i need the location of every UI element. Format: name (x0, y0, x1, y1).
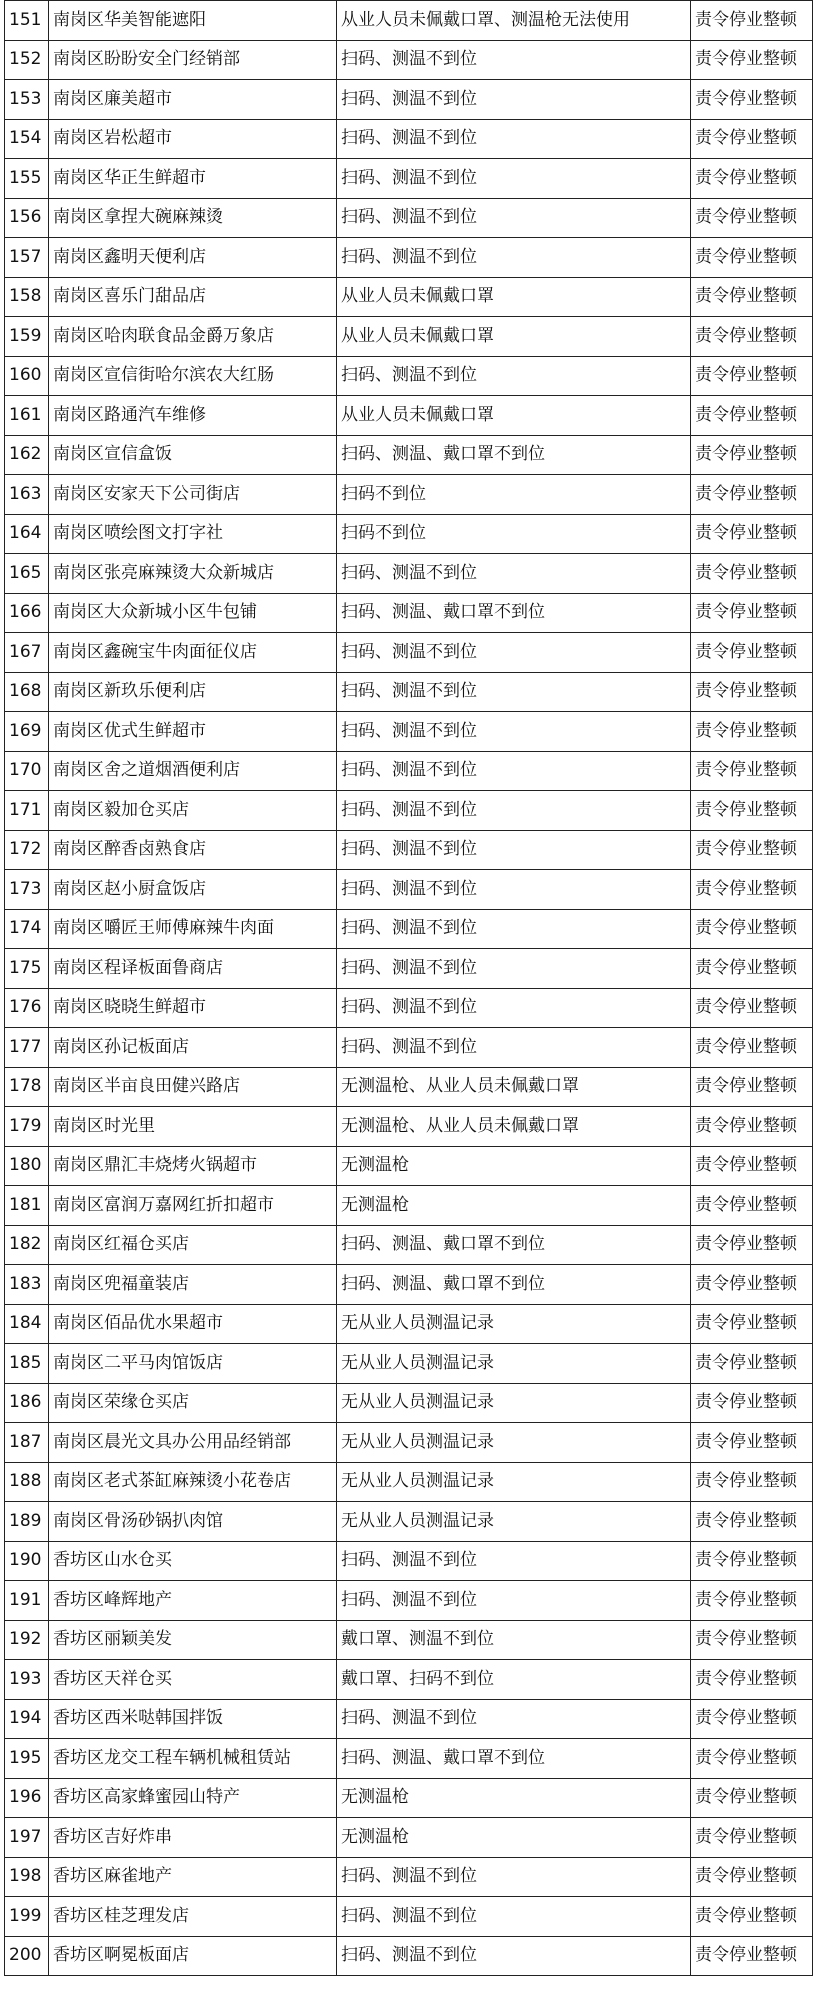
table-row (5, 830, 813, 870)
issue-cell: 无从业人员测温记录 (337, 1304, 691, 1344)
action-cell: 责令停业整顿 (691, 1304, 813, 1344)
action-cell: 责令停业整顿 (691, 751, 813, 791)
table-row (5, 1107, 813, 1147)
business-name-cell: 香坊区啊冕板面店 (49, 1936, 337, 1976)
action-cell: 责令停业整顿 (691, 1344, 813, 1384)
issue-cell: 扫码、测温不到位 (337, 238, 691, 278)
row-number-cell: 159 (5, 317, 49, 357)
row-number-cell: 170 (5, 751, 49, 791)
action-cell: 责令停业整顿 (691, 159, 813, 199)
issue-cell: 从业人员未佩戴口罩 (337, 317, 691, 357)
issue-cell: 扫码、测温不到位 (337, 1857, 691, 1897)
action-cell: 责令停业整顿 (691, 1739, 813, 1779)
table-row (5, 1383, 813, 1423)
business-name-cell: 香坊区桂芝理发店 (49, 1897, 337, 1937)
issue-cell: 扫码、测温不到位 (337, 672, 691, 712)
issue-cell: 无从业人员测温记录 (337, 1462, 691, 1502)
action-cell: 责令停业整顿 (691, 1502, 813, 1542)
action-cell: 责令停业整顿 (691, 1857, 813, 1897)
row-number-cell: 175 (5, 949, 49, 989)
business-name-cell: 南岗区时光里 (49, 1107, 337, 1147)
row-number-cell: 174 (5, 909, 49, 949)
business-name-cell: 南岗区新玖乐便利店 (49, 672, 337, 712)
action-cell: 责令停业整顿 (691, 1778, 813, 1818)
table-row (5, 633, 813, 673)
row-number-cell: 191 (5, 1581, 49, 1621)
business-name-cell: 南岗区鑫明天便利店 (49, 238, 337, 278)
issue-cell: 扫码、测温不到位 (337, 988, 691, 1028)
business-name-cell: 南岗区半亩良田健兴路店 (49, 1067, 337, 1107)
action-cell: 责令停业整顿 (691, 1423, 813, 1463)
row-number-cell: 184 (5, 1304, 49, 1344)
business-name-cell: 南岗区晓晓生鲜超市 (49, 988, 337, 1028)
issue-cell: 扫码、测温不到位 (337, 1028, 691, 1068)
action-cell: 责令停业整顿 (691, 1936, 813, 1976)
table-row (5, 317, 813, 357)
row-number-cell: 196 (5, 1778, 49, 1818)
table-row (5, 949, 813, 989)
action-cell: 责令停业整顿 (691, 633, 813, 673)
table-row (5, 1186, 813, 1226)
action-cell: 责令停业整顿 (691, 988, 813, 1028)
issue-cell: 无测温枪 (337, 1186, 691, 1226)
business-name-cell: 香坊区高家蜂蜜园山特产 (49, 1778, 337, 1818)
business-name-cell: 南岗区程译板面鲁商店 (49, 949, 337, 989)
action-cell: 责令停业整顿 (691, 554, 813, 594)
issue-cell: 扫码、测温不到位 (337, 40, 691, 80)
business-name-cell: 南岗区安家天下公司街店 (49, 475, 337, 515)
row-number-cell: 166 (5, 593, 49, 633)
row-number-cell: 177 (5, 1028, 49, 1068)
table-row (5, 1, 813, 41)
business-name-cell: 南岗区拿捏大碗麻辣烫 (49, 198, 337, 238)
row-number-cell: 195 (5, 1739, 49, 1779)
issue-cell: 扫码、测温不到位 (337, 1699, 691, 1739)
row-number-cell: 167 (5, 633, 49, 673)
issue-cell: 无从业人员测温记录 (337, 1502, 691, 1542)
row-number-cell: 194 (5, 1699, 49, 1739)
table-row (5, 1344, 813, 1384)
business-name-cell: 南岗区晨光文具办公用品经销部 (49, 1423, 337, 1463)
row-number-cell: 183 (5, 1265, 49, 1305)
table-row (5, 1265, 813, 1305)
business-name-cell: 南岗区醉香卤熟食店 (49, 830, 337, 870)
action-cell: 责令停业整顿 (691, 396, 813, 436)
table-row (5, 435, 813, 475)
business-name-cell: 香坊区丽颖美发 (49, 1620, 337, 1660)
business-name-cell: 南岗区张亮麻辣烫大众新城店 (49, 554, 337, 594)
action-cell: 责令停业整顿 (691, 1620, 813, 1660)
business-name-cell: 南岗区廉美超市 (49, 80, 337, 120)
action-cell: 责令停业整顿 (691, 1541, 813, 1581)
issue-cell: 从业人员未佩戴口罩 (337, 396, 691, 436)
table-row (5, 1660, 813, 1700)
issue-cell: 无从业人员测温记录 (337, 1423, 691, 1463)
row-number-cell: 197 (5, 1818, 49, 1858)
issue-cell: 扫码、测温不到位 (337, 80, 691, 120)
table-row (5, 1857, 813, 1897)
business-name-cell: 南岗区岩松超市 (49, 119, 337, 159)
row-number-cell: 173 (5, 870, 49, 910)
table-row (5, 1304, 813, 1344)
row-number-cell: 153 (5, 80, 49, 120)
table-row (5, 1423, 813, 1463)
issue-cell: 扫码、测温不到位 (337, 198, 691, 238)
row-number-cell: 189 (5, 1502, 49, 1542)
issue-cell: 扫码不到位 (337, 475, 691, 515)
table-row (5, 1225, 813, 1265)
row-number-cell: 176 (5, 988, 49, 1028)
table-row (5, 1462, 813, 1502)
issue-cell: 扫码、测温不到位 (337, 1897, 691, 1937)
row-number-cell: 171 (5, 791, 49, 831)
issue-cell: 从业人员未佩戴口罩 (337, 277, 691, 317)
row-number-cell: 180 (5, 1146, 49, 1186)
issue-cell: 无测温枪、从业人员未佩戴口罩 (337, 1107, 691, 1147)
row-number-cell: 186 (5, 1383, 49, 1423)
row-number-cell: 157 (5, 238, 49, 278)
issue-cell: 扫码、测温不到位 (337, 751, 691, 791)
table-row (5, 1067, 813, 1107)
action-cell: 责令停业整顿 (691, 712, 813, 752)
row-number-cell: 172 (5, 830, 49, 870)
row-number-cell: 168 (5, 672, 49, 712)
table-row (5, 1620, 813, 1660)
action-cell: 责令停业整顿 (691, 1107, 813, 1147)
action-cell: 责令停业整顿 (691, 1146, 813, 1186)
action-cell: 责令停业整顿 (691, 1, 813, 41)
table-row (5, 712, 813, 752)
issue-cell: 扫码、测温、戴口罩不到位 (337, 435, 691, 475)
business-name-cell: 南岗区毅加仓买店 (49, 791, 337, 831)
action-cell: 责令停业整顿 (691, 198, 813, 238)
issue-cell: 从业人员未佩戴口罩、测温枪无法使用 (337, 1, 691, 41)
action-cell: 责令停业整顿 (691, 870, 813, 910)
action-cell: 责令停业整顿 (691, 238, 813, 278)
row-number-cell: 178 (5, 1067, 49, 1107)
business-name-cell: 南岗区二平马肉馆饭店 (49, 1344, 337, 1384)
issue-cell: 扫码、测温不到位 (337, 356, 691, 396)
action-cell: 责令停业整顿 (691, 475, 813, 515)
business-name-cell: 南岗区嚼匠王师傅麻辣牛肉面 (49, 909, 337, 949)
business-name-cell: 南岗区喜乐门甜品店 (49, 277, 337, 317)
table-row (5, 1818, 813, 1858)
action-cell: 责令停业整顿 (691, 1581, 813, 1621)
issue-cell: 无测温枪 (337, 1778, 691, 1818)
row-number-cell: 200 (5, 1936, 49, 1976)
action-cell: 责令停业整顿 (691, 593, 813, 633)
table-row (5, 1699, 813, 1739)
issue-cell: 扫码、测温不到位 (337, 791, 691, 831)
issue-cell: 扫码不到位 (337, 514, 691, 554)
table-row (5, 40, 813, 80)
row-number-cell: 181 (5, 1186, 49, 1226)
action-cell: 责令停业整顿 (691, 1660, 813, 1700)
action-cell: 责令停业整顿 (691, 949, 813, 989)
business-name-cell: 南岗区红福仓买店 (49, 1225, 337, 1265)
table-row (5, 159, 813, 199)
table-row (5, 119, 813, 159)
action-cell: 责令停业整顿 (691, 1265, 813, 1305)
table-row (5, 238, 813, 278)
row-number-cell: 154 (5, 119, 49, 159)
action-cell: 责令停业整顿 (691, 80, 813, 120)
action-cell: 责令停业整顿 (691, 1818, 813, 1858)
row-number-cell: 156 (5, 198, 49, 238)
row-number-cell: 193 (5, 1660, 49, 1700)
table-row (5, 356, 813, 396)
business-name-cell: 南岗区孙记板面店 (49, 1028, 337, 1068)
business-name-cell: 南岗区华美智能遮阳 (49, 1, 337, 41)
action-cell: 责令停业整顿 (691, 356, 813, 396)
row-number-cell: 160 (5, 356, 49, 396)
issue-cell: 扫码、测温不到位 (337, 119, 691, 159)
business-name-cell: 香坊区峰辉地产 (49, 1581, 337, 1621)
action-cell: 责令停业整顿 (691, 791, 813, 831)
action-cell: 责令停业整顿 (691, 1383, 813, 1423)
business-name-cell: 南岗区优式生鲜超市 (49, 712, 337, 752)
business-name-cell: 南岗区赵小厨盒饭店 (49, 870, 337, 910)
issue-cell: 扫码、测温不到位 (337, 1936, 691, 1976)
row-number-cell: 161 (5, 396, 49, 436)
issue-cell: 扫码、测温不到位 (337, 159, 691, 199)
issue-cell: 扫码、测温不到位 (337, 1541, 691, 1581)
table-row (5, 554, 813, 594)
action-cell: 责令停业整顿 (691, 830, 813, 870)
business-name-cell: 南岗区荣缘仓买店 (49, 1383, 337, 1423)
row-number-cell: 162 (5, 435, 49, 475)
table-row (5, 791, 813, 831)
business-name-cell: 南岗区华正生鲜超市 (49, 159, 337, 199)
table-row (5, 1541, 813, 1581)
row-number-cell: 182 (5, 1225, 49, 1265)
table-row (5, 1897, 813, 1937)
issue-cell: 扫码、测温、戴口罩不到位 (337, 593, 691, 633)
table-row (5, 988, 813, 1028)
table-row (5, 198, 813, 238)
row-number-cell: 164 (5, 514, 49, 554)
business-name-cell: 南岗区佰品优水果超市 (49, 1304, 337, 1344)
business-name-cell: 南岗区盼盼安全门经销部 (49, 40, 337, 80)
business-name-cell: 南岗区老式茶缸麻辣烫小花卷店 (49, 1462, 337, 1502)
issue-cell: 扫码、测温不到位 (337, 949, 691, 989)
action-cell: 责令停业整顿 (691, 1699, 813, 1739)
issue-cell: 无测温枪 (337, 1146, 691, 1186)
business-name-cell: 南岗区喷绘图文打字社 (49, 514, 337, 554)
action-cell: 责令停业整顿 (691, 1225, 813, 1265)
action-cell: 责令停业整顿 (691, 435, 813, 475)
action-cell: 责令停业整顿 (691, 1028, 813, 1068)
action-cell: 责令停业整顿 (691, 1462, 813, 1502)
table-row (5, 80, 813, 120)
row-number-cell: 158 (5, 277, 49, 317)
business-name-cell: 香坊区龙交工程车辆机械租赁站 (49, 1739, 337, 1779)
business-name-cell: 香坊区山水仓买 (49, 1541, 337, 1581)
table-row (5, 396, 813, 436)
row-number-cell: 187 (5, 1423, 49, 1463)
issue-cell: 扫码、测温、戴口罩不到位 (337, 1265, 691, 1305)
issue-cell: 无从业人员测温记录 (337, 1344, 691, 1384)
business-name-cell: 南岗区舍之道烟酒便利店 (49, 751, 337, 791)
table-row (5, 1778, 813, 1818)
row-number-cell: 151 (5, 1, 49, 41)
business-name-cell: 南岗区宣信街哈尔滨农大红肠 (49, 356, 337, 396)
row-number-cell: 188 (5, 1462, 49, 1502)
action-cell: 责令停业整顿 (691, 909, 813, 949)
row-number-cell: 192 (5, 1620, 49, 1660)
issue-cell: 无测温枪、从业人员未佩戴口罩 (337, 1067, 691, 1107)
business-name-cell: 南岗区路通汽车维修 (49, 396, 337, 436)
table-row (5, 475, 813, 515)
table-row (5, 751, 813, 791)
action-cell: 责令停业整顿 (691, 40, 813, 80)
table-row (5, 1146, 813, 1186)
row-number-cell: 198 (5, 1857, 49, 1897)
row-number-cell: 185 (5, 1344, 49, 1384)
issue-cell: 扫码、测温不到位 (337, 1581, 691, 1621)
table-row (5, 909, 813, 949)
action-cell: 责令停业整顿 (691, 1186, 813, 1226)
row-number-cell: 199 (5, 1897, 49, 1937)
action-cell: 责令停业整顿 (691, 672, 813, 712)
issue-cell: 扫码、测温不到位 (337, 830, 691, 870)
action-cell: 责令停业整顿 (691, 514, 813, 554)
issue-cell: 无测温枪 (337, 1818, 691, 1858)
action-cell: 责令停业整顿 (691, 277, 813, 317)
table-row (5, 1502, 813, 1542)
business-name-cell: 香坊区麻雀地产 (49, 1857, 337, 1897)
action-cell: 责令停业整顿 (691, 1067, 813, 1107)
business-name-cell: 南岗区富润万嘉网红折扣超市 (49, 1186, 337, 1226)
issue-cell: 扫码、测温不到位 (337, 554, 691, 594)
table-row (5, 514, 813, 554)
table-row (5, 1581, 813, 1621)
business-name-cell: 南岗区兜福童装店 (49, 1265, 337, 1305)
inspection-records-table (4, 0, 813, 1976)
business-name-cell: 南岗区宣信盒饭 (49, 435, 337, 475)
issue-cell: 扫码、测温、戴口罩不到位 (337, 1739, 691, 1779)
business-name-cell: 南岗区大众新城小区牛包铺 (49, 593, 337, 633)
business-name-cell: 南岗区哈肉联食品金爵万象店 (49, 317, 337, 357)
issue-cell: 扫码、测温、戴口罩不到位 (337, 1225, 691, 1265)
table-row (5, 593, 813, 633)
table-row (5, 1028, 813, 1068)
issue-cell: 戴口罩、扫码不到位 (337, 1660, 691, 1700)
issue-cell: 扫码、测温不到位 (337, 870, 691, 910)
issue-cell: 戴口罩、测温不到位 (337, 1620, 691, 1660)
issue-cell: 扫码、测温不到位 (337, 712, 691, 752)
issue-cell: 无从业人员测温记录 (337, 1383, 691, 1423)
row-number-cell: 155 (5, 159, 49, 199)
row-number-cell: 169 (5, 712, 49, 752)
row-number-cell: 165 (5, 554, 49, 594)
issue-cell: 扫码、测温不到位 (337, 909, 691, 949)
table-body (5, 1, 813, 1976)
row-number-cell: 179 (5, 1107, 49, 1147)
business-name-cell: 南岗区骨汤砂锅扒肉馆 (49, 1502, 337, 1542)
business-name-cell: 南岗区鑫碗宝牛肉面征仪店 (49, 633, 337, 673)
action-cell: 责令停业整顿 (691, 317, 813, 357)
action-cell: 责令停业整顿 (691, 119, 813, 159)
business-name-cell: 香坊区天祥仓买 (49, 1660, 337, 1700)
business-name-cell: 香坊区西米哒韩国拌饭 (49, 1699, 337, 1739)
row-number-cell: 152 (5, 40, 49, 80)
issue-cell: 扫码、测温不到位 (337, 633, 691, 673)
business-name-cell: 香坊区吉好炸串 (49, 1818, 337, 1858)
table-row (5, 870, 813, 910)
row-number-cell: 190 (5, 1541, 49, 1581)
row-number-cell: 163 (5, 475, 49, 515)
table-row (5, 672, 813, 712)
business-name-cell: 南岗区鼎汇丰烧烤火锅超市 (49, 1146, 337, 1186)
table-row (5, 1739, 813, 1779)
action-cell: 责令停业整顿 (691, 1897, 813, 1937)
table-row (5, 1936, 813, 1976)
table-row (5, 277, 813, 317)
